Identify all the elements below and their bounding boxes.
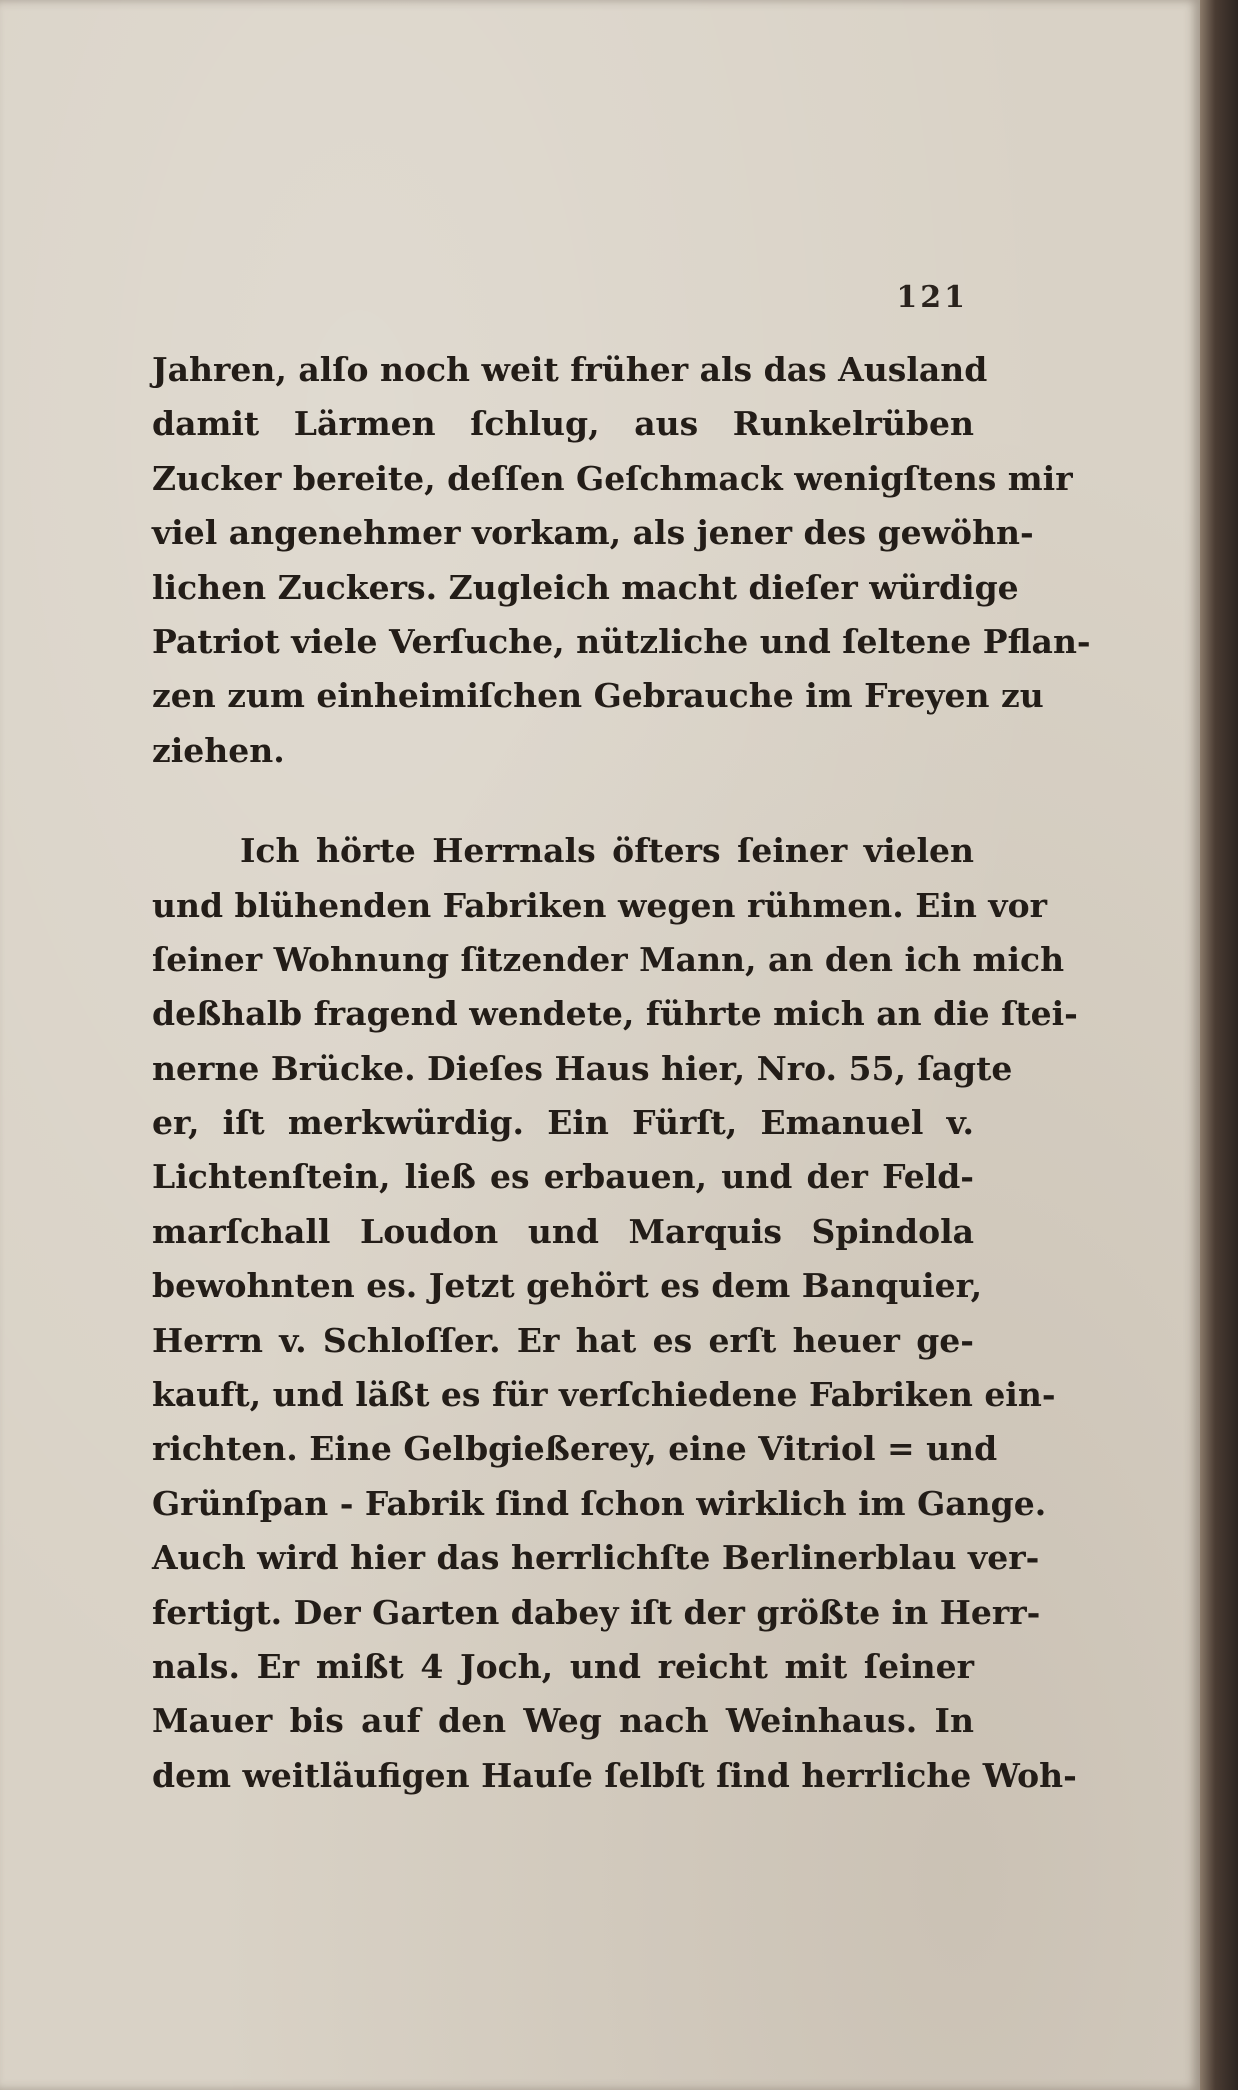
paragraph-2 [152,824,1078,1803]
page-number: 121 [896,280,968,315]
text-line: ziehen. [152,730,285,770]
text-line: Zucker bereite, deſſen Geſchmack wenigſtens mir [152,458,1073,498]
text-line: kauft, und läßt es für verſchiedene Fabriken ein- [152,1375,1056,1415]
text-line: Jahren, alſo noch weit früher als das Ausland [152,350,988,389]
text-line: Patriot viele Verſuche, nützliche und ſeltene Pflan- [152,621,1091,661]
text-line: ſeiner Wohnung ſitzender Mann, an den ich mich [152,939,1065,979]
text-line: zen zum einheimiſchen Gebrauche im Freyen zu [152,676,1044,716]
book-spine-edge [1200,0,1238,2090]
text-line: marſchall Loudon und Marquis Spindola [152,1211,974,1251]
text-line: damit Lärmen ſchlug, aus Runkelrüben [152,404,974,444]
text-line: er, iſt merkwürdig. Ein Fürſt, Emanuel v. [152,1103,974,1143]
text-line: deßhalb fragend wendete, führte mich an die ſtei- [152,994,1078,1034]
body-text [152,343,1091,1803]
text-line: Grünſpan - Fabrik ſind ſchon wirklich im Gange. [152,1483,1047,1523]
text-line: Ich hörte Herrnals öfters ſeiner vielen [240,831,974,871]
text-line: Herrn v. Schloſſer. Er hat es erſt heuer ge- [152,1320,974,1360]
text-line: bewohnten es. Jetzt gehört es dem Banquier, [152,1266,983,1306]
text-line: Mauer bis auf den Weg nach Weinhaus. In [152,1701,974,1741]
text-line: viel angenehmer vorkam, als jener des gewöhn- [152,513,1034,553]
text-line: Lichtenſtein, ließ es erbauen, und der Feld- [152,1157,974,1197]
text-line: richten. Eine Gelbgießerey, eine Vitriol = und [152,1429,998,1469]
text-line: nals. Er mißt 4 Joch, und reicht mit ſeiner [152,1646,974,1686]
text-line: nerne Brücke. Dieſes Haus hier, Nro. 55, ſagte [152,1048,1013,1088]
text-line: und blühenden Fabriken wegen rühmen. Ein vor [152,885,1047,925]
paragraph-1 [152,343,1091,778]
text-line: Auch wird hier das herrlichſte Berlinerblau ver- [152,1538,1040,1578]
text-line: dem weitläufigen Hauſe ſelbſt ſind herrliche Woh- [152,1755,1077,1795]
text-line: lichen Zuckers. Zugleich macht dieſer würdige [152,567,1019,607]
text-line: fertigt. Der Garten dabey iſt der größte in Herr- [152,1592,1041,1632]
paragraph-gap [152,778,974,824]
